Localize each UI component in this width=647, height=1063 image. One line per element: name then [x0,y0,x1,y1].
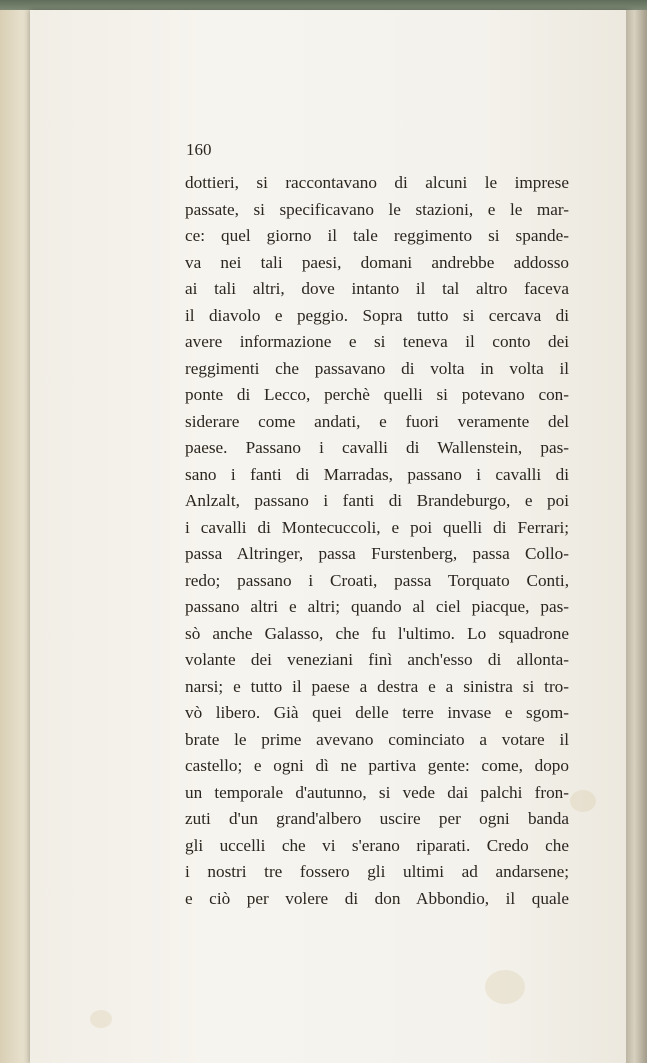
paper-stain [570,790,596,812]
text-line: va nei tali paesi, domani andrebbe addosso [185,252,569,272]
text-line: brate le prime avevano cominciato a votare il [185,729,569,749]
text-line: passano altri e altri; quando al ciel piacque, pas- [185,597,569,616]
text-line: castello; e ogni dì ne partiva gente: come, dopo [185,756,569,775]
right-page-edge [626,10,647,1063]
text-line: i cavalli di Montecuccoli, e poi quelli di Ferrari; [185,517,569,537]
text-line: sò anche Galasso, che fu l'ultimo. Lo squadrone [185,623,569,643]
text-line: Anlzalt, passano i fanti di Brandeburgo, e poi [185,491,569,510]
page-number: 160 [186,140,212,159]
text-line: volante dei veneziani finì anch'esso di allonta- [185,650,569,669]
text-line: sano i fanti di Marradas, passano i cavalli di [185,464,569,484]
text-line: ponte di Lecco, perchè quelli si potevano con- [185,385,569,404]
paper-stain [90,1010,112,1028]
text-line: i nostri tre fossero gli ultimi ad andarsene; [185,862,569,881]
text-line: gli uccelli che vi s'erano riparati. Credo che [185,835,569,855]
paper-stain [485,970,525,1004]
text-line: siderare come andati, e fuori veramente del [185,411,569,431]
text-line: reggimenti che passavano di volta in volta il [185,358,569,378]
text-line: ai tali altri, dove intanto il tal altro faceva [185,279,569,298]
text-line: vò libero. Già quei delle terre invase e sgom- [185,703,569,722]
text-line: passa Altringer, passa Furstenberg, passa Collo- [185,544,569,563]
text-line: narsi; e tutto il paese a destra e a sinistra si tro- [185,676,569,696]
text-line: il diavolo e peggio. Sopra tutto si cercava di [185,305,569,325]
text-line: zuti d'un grand'albero uscire per ogni banda [185,809,569,828]
text-line: un temporale d'autunno, si vede dai palchi fron- [185,782,569,802]
text-line: avere informazione e si teneva il conto dei [185,332,569,351]
body-text [185,170,569,912]
text-line: redo; passano i Croati, passa Torquato Conti, [185,570,569,590]
text-line: paese. Passano i cavalli di Wallenstein, pas- [185,438,569,457]
text-line: dottieri, si raccontavano di alcuni le imprese [185,173,569,192]
text-line: passate, si specificavano le stazioni, e le mar- [185,199,569,219]
text-line: ce: quel giorno il tale reggimento si spande- [185,226,569,245]
text-line: e ciò per volere di don Abbondio, il quale [185,888,569,908]
